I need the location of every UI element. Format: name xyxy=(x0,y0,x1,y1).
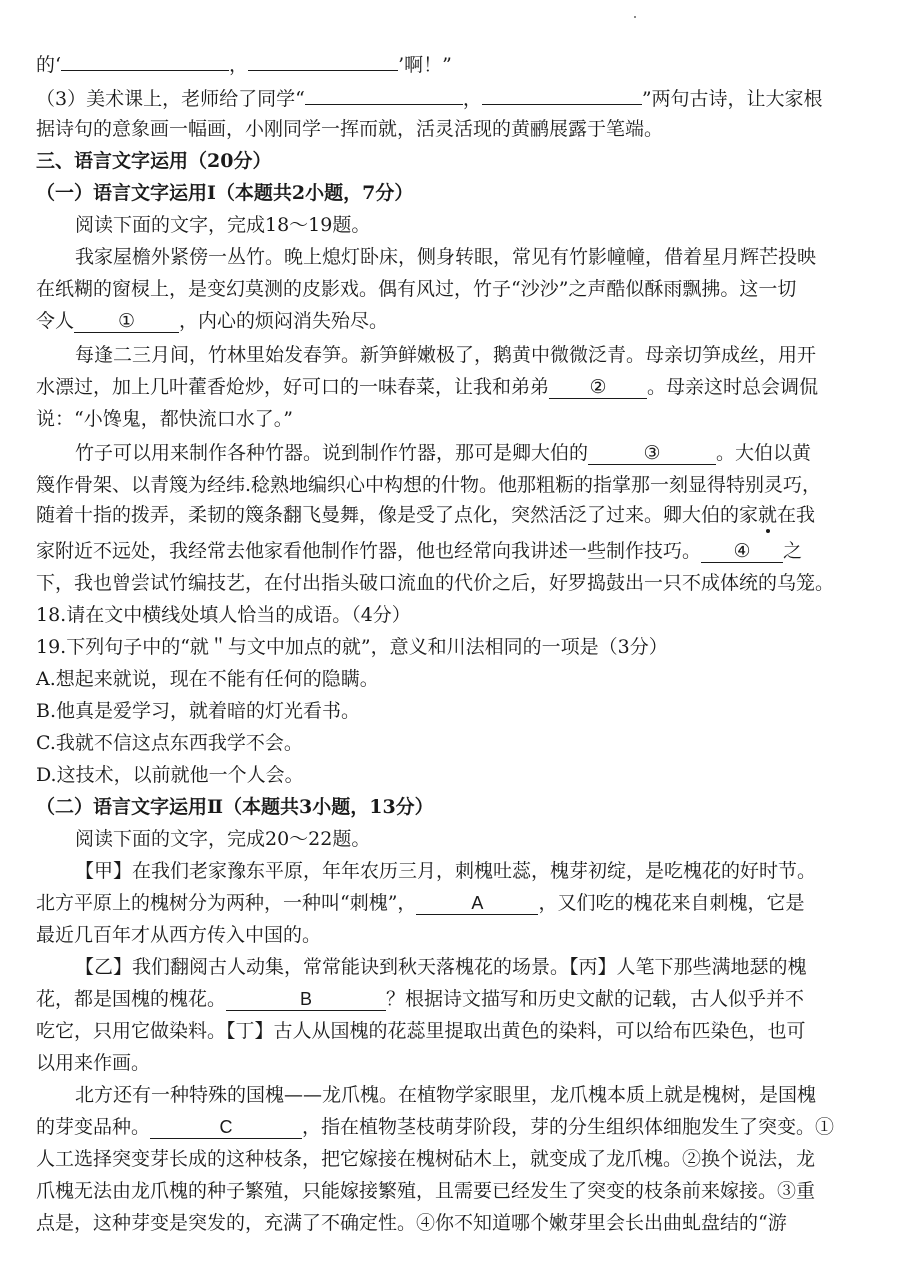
text: ，又们吃的槐花来自刺槐，它是 xyxy=(538,892,805,914)
scan-speck xyxy=(634,16,636,18)
text: 令人 xyxy=(36,310,75,332)
subsection-1-heading: （一）语言文字运用Ⅰ（本题共2小题，7分） xyxy=(36,182,414,204)
answer-blank[interactable] xyxy=(305,104,463,105)
paragraph-yi-line-2 xyxy=(36,984,804,1014)
text: ”两句古诗，让大家根 xyxy=(641,88,823,110)
text: ， xyxy=(229,54,249,76)
reading-instruction-1: 阅读下面的文字，完成18～19题。 xyxy=(75,214,371,236)
blank-c[interactable]: C xyxy=(150,1116,302,1139)
option-c[interactable]: C.我就不信这点东西我学不会。 xyxy=(36,732,303,754)
option-b[interactable]: B.他真是爱学习，就着暗的灯光看书。 xyxy=(36,700,361,722)
text: ’啊！” xyxy=(398,54,452,76)
paragraph-2-line-2 xyxy=(36,372,818,402)
paragraph-yi-line-1: 【乙】我们翻阅古人动集，常常能诀到秋天落槐花的场景。【丙】人笔下那些满地瑟的槐 xyxy=(75,956,807,978)
text: 在我 xyxy=(777,504,816,526)
paragraph-3-line-3 xyxy=(36,500,815,530)
paragraph-yi-line-4: 以用来作画。 xyxy=(36,1052,151,1074)
paragraph-dragon-line-2 xyxy=(36,1112,834,1142)
question-18: 18.请在文中横线处填人恰当的成语。（4分） xyxy=(36,604,411,626)
text: 竹子可以用来制作各种竹器。说到制作竹器，那可是卿大伯的 xyxy=(75,442,589,464)
paragraph-2-line-3: 说：“小馋鬼，都快流口水了。” xyxy=(36,408,293,430)
text: 花，都是国槐的槐花。 xyxy=(36,988,227,1010)
answer-blank[interactable] xyxy=(61,70,229,71)
section-3-heading: 三、语言文字运用（20分） xyxy=(36,150,272,172)
paragraph-1-line-3 xyxy=(36,306,388,336)
option-a[interactable]: A.想起来就说，现在不能有任何的隐瞒。 xyxy=(36,668,379,690)
paragraph-jia-line-2 xyxy=(36,888,804,918)
text: 的‘ xyxy=(36,54,62,76)
blank-b[interactable]: B xyxy=(226,988,386,1011)
paragraph-1-line-1: 我家屋檐外紧傍一丛竹。晚上熄灯卧床，侧身转眼，常见有竹影幢幢，借着星月辉芒投映 xyxy=(75,246,817,268)
blank-4[interactable]: ④ xyxy=(701,540,783,563)
question-3-line-2: 据诗句的意象画一幅画，小刚同学一挥而就，活灵活现的黄鹂展露于笔端。 xyxy=(36,118,664,140)
text: （3）美术课上，老师给了同学“ xyxy=(36,88,305,110)
paragraph-dragon-line-1: 北方还有一种特殊的国槐——龙爪槐。在植物学家眼里，龙爪槐本质上就是槐树，是国槐 xyxy=(75,1084,817,1106)
text: ？根据诗文描写和历史文献的记载，古人似乎并不 xyxy=(386,988,805,1010)
text: 北方平原上的槐树分为两种，一种叫“刺槐”， xyxy=(36,892,417,914)
blank-1[interactable]: ① xyxy=(74,310,179,333)
blank-a[interactable]: A xyxy=(416,892,538,915)
paragraph-3-line-2: 篾作骨架、以青篾为经纬.稔熟地编织心中构想的什物。他那粗粝的指掌那一刻显得特别灵巧， xyxy=(36,474,822,496)
paragraph-3-line-1 xyxy=(75,438,811,468)
text: ，内心的烦闷消失殆尽。 xyxy=(179,310,389,332)
paragraph-jia-line-1: 【甲】在我们老家豫东平原，年年农历三月，刺槐吐蕊，槐芽初绽，是吃槐花的好时节。 xyxy=(75,860,817,882)
paragraph-yi-line-3: 吃它，只用它做染料。【丁】古人从国槐的花蕊里提取出黄色的染料，可以给布匹染色，也可 xyxy=(36,1020,806,1042)
paragraph-2-line-1: 每逢二三月间，竹林里始发春笋。新笋鲜嫩极了，鹅黄中微微泛青。母亲切笋成丝，用开 xyxy=(75,344,817,366)
text: ， xyxy=(462,88,482,110)
subsection-2-heading: （二）语言文字运用Ⅱ（本题共3小题，13分） xyxy=(36,796,434,818)
paragraph-dragon-line-3: 人工选择突变芽长成的这种枝条，把它嫁接在槐树砧木上，就变成了龙爪槐。②换个说法，龙 xyxy=(36,1148,816,1170)
reading-instruction-2: 阅读下面的文字，完成20～22题。 xyxy=(75,828,371,850)
question-3-line xyxy=(36,84,823,114)
question-19: 19.下列句子中的“就＂与文中加点的就”，意义和川法相同的一项是（3分） xyxy=(36,636,668,658)
text: ，指在植物茎枝萌芽阶段，芽的分生组织体细胞发生了突变。① xyxy=(302,1116,835,1138)
poem-fill-line-2 xyxy=(36,50,452,80)
text: 的芽变品种。 xyxy=(36,1116,151,1138)
text: 家附近不远处，我经常去他家看他制作竹器，他也经常向我讲述一些制作技巧。 xyxy=(36,540,702,562)
paragraph-1-line-2: 在纸糊的窗棂上，是变幻莫测的皮影戏。偶有风过，竹子“沙沙”之声酷似酥雨飘拂。这一切 xyxy=(36,278,797,300)
text: 之 xyxy=(783,540,803,562)
paragraph-3-line-4 xyxy=(36,536,802,566)
text: 。母亲这时总会调侃 xyxy=(647,376,819,398)
paragraph-jia-line-3: 最近几百年才从西方传入中国的。 xyxy=(36,924,322,946)
blank-2[interactable]: ② xyxy=(549,376,647,399)
paragraph-dragon-line-4: 爪槐无法由龙爪槐的种子繁殖，只能嫁接繁殖，且需要已经发生了突变的枝条前来嫁接。③重 xyxy=(36,1180,816,1202)
answer-blank[interactable] xyxy=(482,104,642,105)
text: 。大伯以黄 xyxy=(716,442,812,464)
option-d[interactable]: D.这技术，以前就他一个人会。 xyxy=(36,764,304,786)
paragraph-3-line-5: 下，我也曾尝试竹编技艺，在付出指头破口流血的代价之后，好罗捣鼓出一只不成体统的乌笼。 xyxy=(36,572,835,594)
text: 随着十指的拨弄，柔韧的篾条翻飞曼舞，像是受了点化，突然活泛了过来。卿大伯的家 xyxy=(36,504,759,526)
dotted-character: 就 xyxy=(758,504,778,526)
blank-3[interactable]: ③ xyxy=(588,442,716,465)
text: 水漂过，加上几叶藿香炝炒，好可口的一味春菜，让我和弟弟 xyxy=(36,376,550,398)
answer-blank[interactable] xyxy=(248,70,398,71)
paragraph-dragon-line-5: 点是，这种芽变是突发的，充满了不确定性。④你不知道哪个嫩芽里会长出曲虬盘结的“游 xyxy=(36,1212,787,1234)
